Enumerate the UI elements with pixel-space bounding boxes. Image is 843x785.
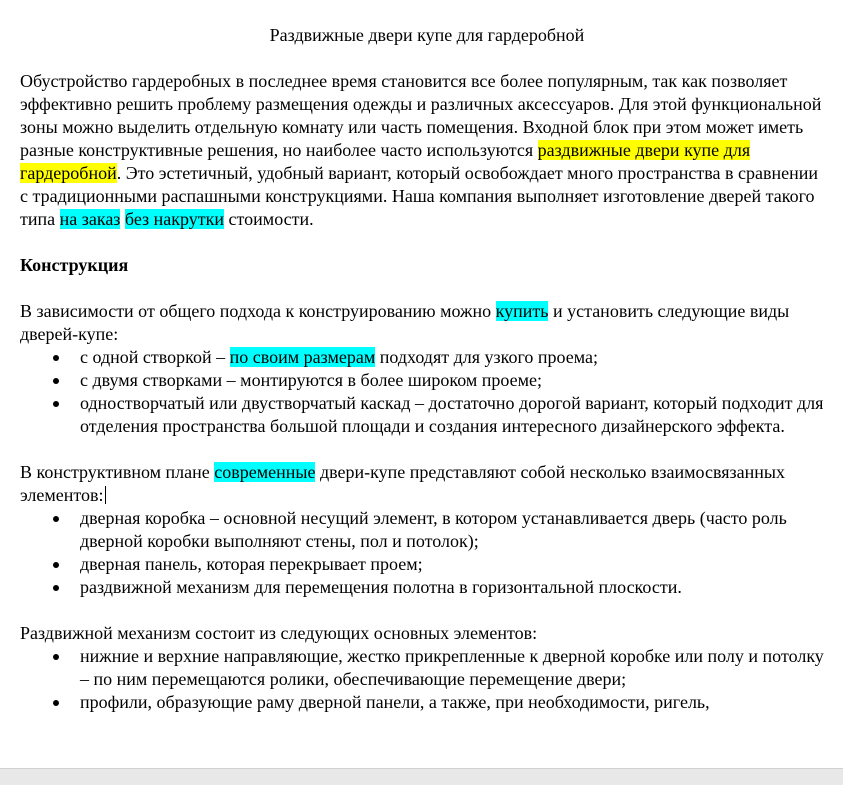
mechanism-list (20, 645, 830, 714)
list-item[interactable]: нижние и верхние направляющие, жестко прикрепленные к дверной коробке или полу и потолку – по ним перемещаются ролики, обеспечивающие перемещение двери; (20, 645, 830, 691)
highlight-keyword-modern: современные (214, 462, 316, 482)
list-item[interactable]: раздвижной механизм для перемещения полотна в горизонтальной плоскости. (20, 576, 830, 599)
door-types-list (20, 346, 830, 438)
list-item[interactable]: с двумя створками – монтируются в более широком проеме; (20, 369, 830, 392)
list-item[interactable]: одностворчатый или двустворчатый каскад – достаточно дорогой вариант, который подходит для отделения пространства большой площади и создания интересного дизайнерского эффекта. (20, 392, 830, 438)
highlight-keyword-size: по своим размерам (229, 347, 376, 367)
mechanism-paragraph[interactable]: Раздвижной механизм состоит из следующих основных элементов: (20, 623, 538, 643)
list-item[interactable]: дверная коробка – основной несущий элемент, в котором устанавливается дверь (часто роль дверной коробки выполняют стены, пол и потолок); (20, 507, 830, 553)
types-paragraph[interactable] (20, 300, 830, 346)
spacer (20, 438, 830, 461)
text-cursor (105, 486, 106, 504)
spacer (20, 599, 830, 622)
list-item[interactable]: профили, образующие раму дверной панели, а также, при необходимости, ригель, (20, 691, 830, 714)
document-page[interactable] (20, 24, 830, 714)
types-text-2: и установить следующие виды дверей-купе: (20, 301, 790, 344)
highlight-keyword-markup: без накрутки (124, 209, 225, 229)
construction-text-2: двери-купе представляют собой несколько взаимосвязанных элементов: (20, 462, 785, 505)
highlight-keyword-buy: купить (495, 301, 549, 321)
intro-text-2: . Это эстетичный, удобный вариант, который освобождает много пространства в сравнении с традиционными распашными конструкциями. Наша компания выполняет изготовление дверей такого типа (20, 163, 819, 229)
highlight-keyword-main: раздвижные двери купе для гардеробной (20, 140, 751, 183)
spacer (20, 231, 830, 254)
construction-text-1: В конструктивном плане (20, 462, 215, 482)
highlight-keyword-order: на заказ (59, 209, 121, 229)
list-item-text-1: с одной створкой – (80, 347, 230, 367)
document-title: Раздвижные двери купе для гардеробной (269, 25, 585, 45)
intro-text-4: стоимости. (224, 209, 314, 229)
horizontal-scrollbar[interactable] (0, 768, 843, 785)
spacer (20, 277, 830, 300)
intro-paragraph[interactable] (20, 70, 830, 231)
construction-paragraph[interactable] (20, 461, 830, 507)
list-item[interactable]: дверная панель, которая перекрывает проем; (20, 553, 830, 576)
intro-text-1: Обустройство гардеробных в последнее время становится все более популярным, так как позволяет эффективно решить проблему размещения одежды и различных аксессуаров. Для этой функциональной зоны можно выделить отдельную комнату или часть помещения. Входной блок при этом может иметь разные конструктивные решения, но наиболее часто используются (20, 71, 822, 160)
elements-list (20, 507, 830, 599)
section-heading: Конструкция (20, 255, 129, 275)
types-text-1: В зависимости от общего подхода к конструированию можно (20, 301, 496, 321)
list-item-text-2: подходят для узкого проема; (375, 347, 599, 367)
list-item[interactable] (20, 346, 830, 369)
